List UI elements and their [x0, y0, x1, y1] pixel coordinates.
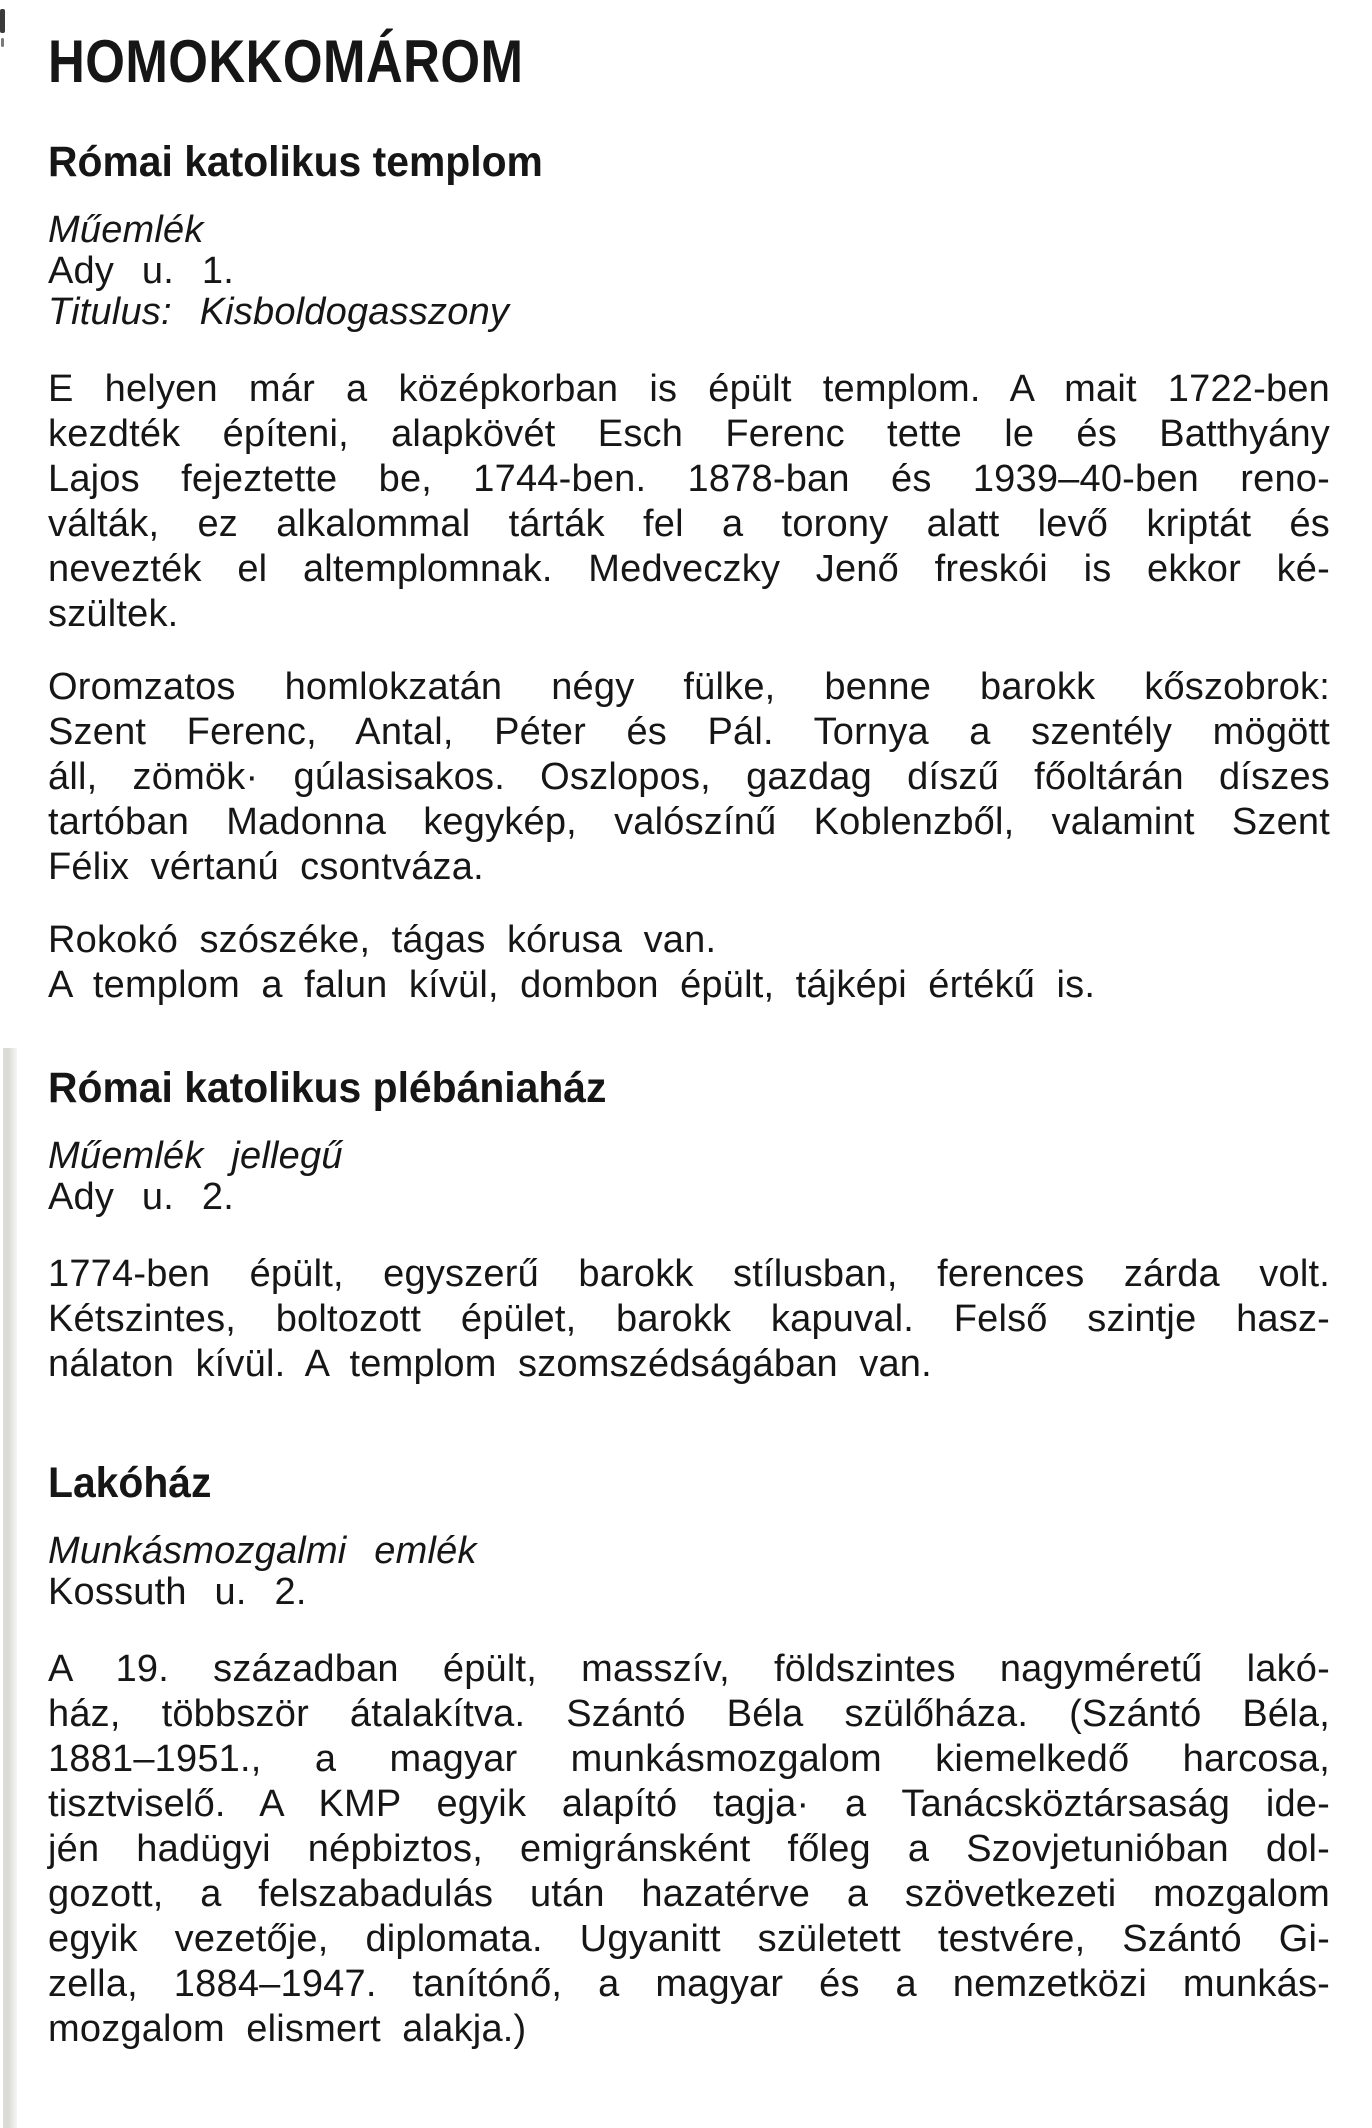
section-heading: Római katolikus templom	[48, 138, 543, 186]
meta-line: Ady u. 2.	[48, 1176, 234, 1218]
text-line: 1881–1951., a magyar munkásmozgalom kiemelkedő harcosa,	[48, 1738, 1330, 1780]
meta-line: Kossuth u. 2.	[48, 1571, 307, 1613]
meta-line: Titulus: Kisboldogasszony	[48, 291, 510, 333]
text-line: Oromzatos homlokzatán négy fülke, benne barokk kőszobrok:	[48, 666, 1330, 708]
text-line: nevezték el altemplomnak. Medveczky Jenő freskói is ekkor ké-	[48, 548, 1330, 590]
text-line: tisztviselő. A KMP egyik alapító tagja· a Tanácsköztársaság ide-	[48, 1783, 1330, 1825]
meta-line: Munkásmozgalmi emlék	[48, 1530, 477, 1572]
text-line: Kétszintes, boltozott épület, barokk kapuval. Felső szintje hasz-	[48, 1298, 1330, 1340]
text-line: ház, többször átalakítva. Szántó Béla szülőháza. (Szántó Béla,	[48, 1693, 1330, 1735]
paragraph	[48, 1647, 1330, 2052]
text-line: tartóban Madonna kegykép, valószínű Koblenzből, valamint Szent	[48, 801, 1330, 843]
text-line: válták, ez alkalommal tárták fel a torony alatt levő kriptát és	[48, 503, 1330, 545]
text-line: zella, 1884–1947. tanítónő, a magyar és a nemzetközi munkás-	[48, 1963, 1330, 2005]
text-line: E helyen már a középkorban is épült templom. A mait 1722-ben	[48, 368, 1330, 410]
paragraph	[48, 665, 1330, 890]
page-content	[48, 0, 1330, 2052]
section-2	[48, 1064, 1330, 1387]
text-line: 1774-ben épült, egyszerű barokk stílusban, ferences zárda volt.	[48, 1253, 1330, 1295]
meta-block	[48, 210, 1330, 333]
text-line: A 19. században épült, masszív, földszintes nagyméretű lakó-	[48, 1648, 1330, 1690]
section-heading: Lakóház	[48, 1459, 212, 1507]
text-line: jén hadügyi népbiztos, emigránsként főleg a Szovjetunióban dol-	[48, 1828, 1330, 1870]
paragraph	[48, 918, 1330, 1008]
text-line: szültek.	[48, 593, 179, 635]
text-line: gozott, a felszabadulás után hazatérve a szövetkezeti mozgalom	[48, 1873, 1330, 1915]
section-1	[48, 138, 1330, 1008]
meta-line: Műemlék jellegű	[48, 1135, 343, 1177]
text-line: Szent Ferenc, Antal, Péter és Pál. Tornya a szentély mögött	[48, 711, 1330, 753]
text-line: áll, zömök· gúlasisakos. Oszlopos, gazdag díszű főoltárán díszes	[48, 756, 1330, 798]
meta-block	[48, 1136, 1330, 1218]
scan-speck	[0, 9, 5, 33]
paragraph	[48, 1252, 1330, 1387]
scan-speck	[1, 38, 4, 47]
text-line: egyik vezetője, diplomata. Ugyanitt született testvére, Szántó Gi-	[48, 1918, 1330, 1960]
paragraph	[48, 367, 1330, 637]
text-line: Rokokó szószéke, tágas kórusa van.	[48, 919, 717, 961]
sections	[48, 138, 1330, 2052]
page-title: HOMOKKOMÁROM	[48, 28, 524, 95]
text-line: nálaton kívül. A templom szomszédságában van.	[48, 1343, 932, 1385]
text-line: Félix vértanú csontváza.	[48, 846, 484, 888]
meta-line: Műemlék	[48, 209, 204, 251]
scan-edge-shadow	[3, 1048, 17, 2128]
text-line: Lajos fejeztette be, 1744-ben. 1878-ban és 1939–40-ben reno-	[48, 458, 1330, 500]
meta-line: Ady u. 1.	[48, 250, 234, 292]
text-line: A templom a falun kívül, dombon épült, tájképi értékű is.	[48, 964, 1096, 1006]
meta-block	[48, 1531, 1330, 1613]
text-line: mozgalom elismert alakja.)	[48, 2008, 527, 2050]
text-line: kezdték építeni, alapkövét Esch Ferenc tette le és Batthyány	[48, 413, 1330, 455]
section-heading: Római katolikus plébániaház	[48, 1064, 607, 1112]
section-3	[48, 1459, 1330, 2052]
